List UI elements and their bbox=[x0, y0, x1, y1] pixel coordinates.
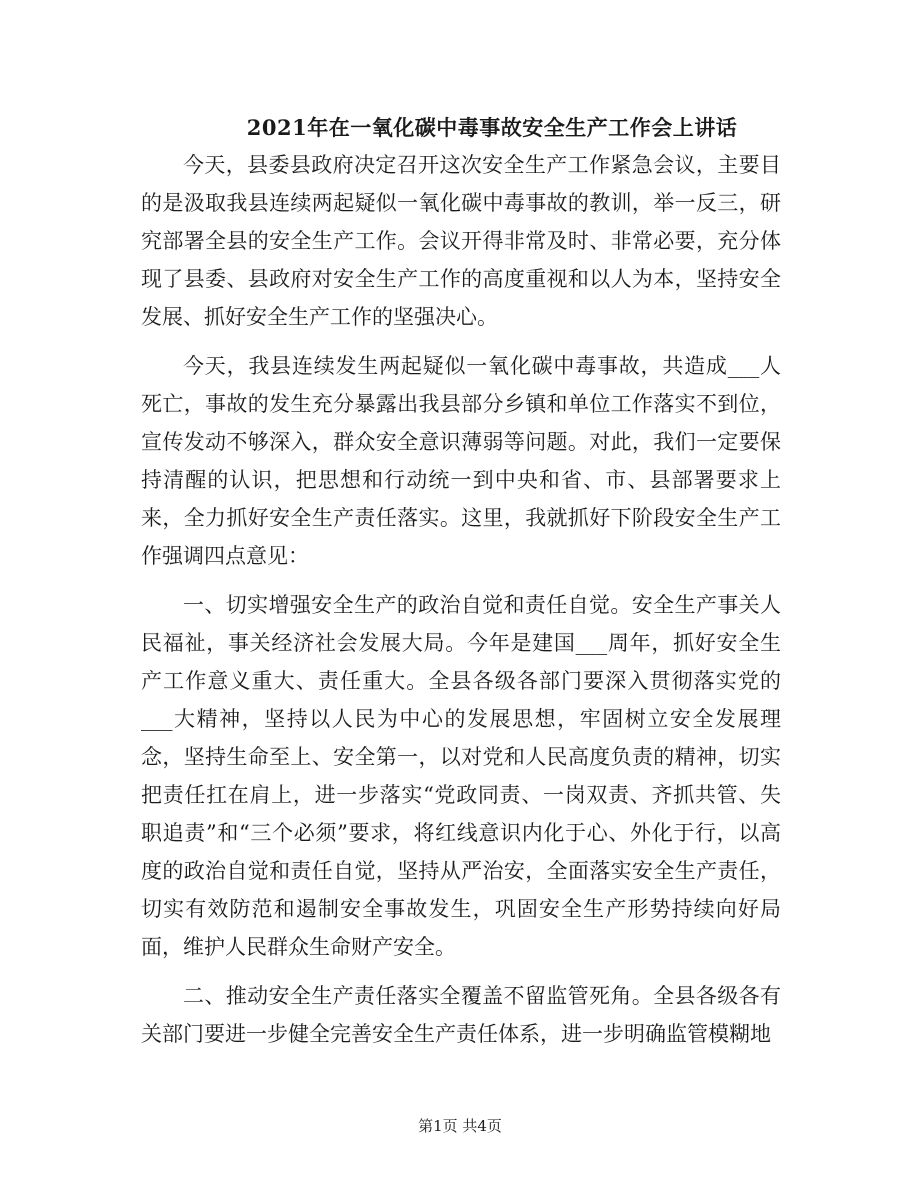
paragraph-4: 二、推动安全生产责任落实全覆盖不留监管死角。全县各级各有关部门要进一步健全完善安全生产责任体系，进一步明确监管模糊地 bbox=[141, 984, 781, 1046]
paragraph-1: 今天，县委县政府决定召开这次安全生产工作紧急会议，主要目的是汲取我县连续两起疑似一氧化碳中毒事故的教训，举一反三，研究部署全县的安全生产工作。会议开得非常及时、非常必要，充分体现了县委、县政府对安全生产工作的高度重视和以人为本，坚持安全发展、抓好安全生产工作的坚强决心。 bbox=[141, 153, 781, 329]
page-number: 第1页 共4页 bbox=[418, 1117, 502, 1135]
paragraph-3: 一、切实增强安全生产的政治自觉和责任自觉。安全生产事关人民福祉，事关经济社会发展大局。今年是建国___周年，抓好安全生产工作意义重大、责任重大。全县各级各部门要深入贯彻落实党的___大精神，坚持以人民为中心的发展思想，牢固树立安全发展理念，坚持生命至上、安全第一，以对党和人民高度负责的精神，切实把责任扛在肩上，进一步落实“党政同责、一岗双责、齐抓共管、失职追责”和“三个必须”要求，将红线意识内化于心、外化于行，以高度的政治自觉和责任自觉，坚持从严治安，全面落实安全生产责任，切实有效防范和遏制安全事故发生，巩固安全生产形势持续向好局面，维护人民群众生命财产安全。 bbox=[141, 593, 781, 959]
paragraph-2: 今天，我县连续发生两起疑似一氧化碳中毒事故，共造成___人死亡，事故的发生充分暴露出我县部分乡镇和单位工作落实不到位，宣传发动不够深入，群众安全意识薄弱等问题。对此，我们一定要保持清醒的认识，把思想和行动统一到中央和省、市、县部署要求上来，全力抓好安全生产责任落实。这里，我就抓好下阶段安全生产工作强调四点意见： bbox=[141, 354, 781, 568]
document-title: 2021年在一氧化碳中毒事故安全生产工作会上讲话 bbox=[246, 115, 738, 140]
document-body bbox=[141, 146, 781, 1053]
